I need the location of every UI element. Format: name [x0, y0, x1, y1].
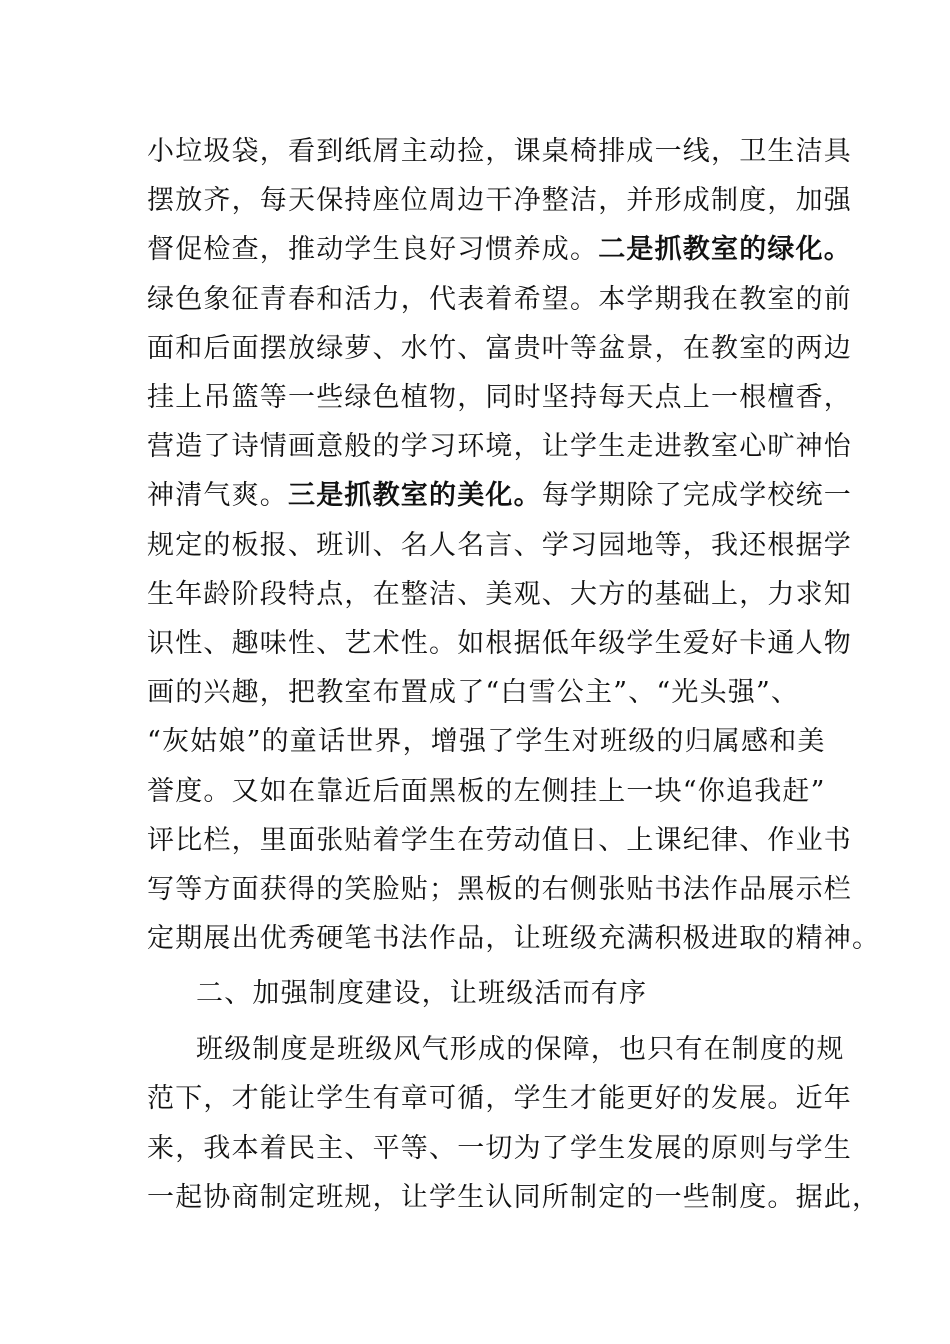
paragraph-line [147, 673, 799, 713]
text-run: 定期展出优秀硬笔书法作品，让班级充满积极进取的精神。 [147, 923, 881, 954]
text-run: 每学期除了完成学校统一 [541, 480, 853, 511]
text-run: 绿色象征青春和活力，代表着希望。本学期我在教室的前 [147, 284, 852, 315]
text-run: 生年龄阶段特点，在整洁、美观、大方的基础上，力求知 [147, 579, 852, 610]
section-heading: 二、加强制度建设，让班级活而有序 [196, 978, 648, 1009]
text-run: 挂上吊篮等一些绿色植物，同时坚持每天点上一根檀香， [147, 382, 852, 413]
text-run: 识性、趣味性、艺术性。如根据低年级学生爱好卡通人物 [147, 628, 852, 659]
paragraph-line: 范下，才能让学生有章可循，学生才能更好的发展。近年 [147, 1083, 852, 1114]
text-run: 誉度。又如在靠近后面黑板的左侧挂上一块“你追我赶” [147, 776, 826, 807]
paragraph-line [147, 476, 852, 516]
text-run: 画的兴趣，把教室布置成了“白雪公主”、“光头强”、 [147, 677, 800, 708]
bold-run: 二是抓教室的绿化。 [598, 234, 853, 265]
paragraph-line [147, 772, 826, 812]
paragraph-line [147, 230, 852, 270]
paragraph-line [147, 624, 852, 664]
paragraph-line: 来，我本着民主、平等、一切为了学生发展的原则与学生 [147, 1133, 852, 1164]
text-run: 神清气爽。 [147, 480, 288, 511]
text-run: 摆放齐，每天保持座位周边干净整洁，并形成制度，加强 [147, 185, 852, 216]
paragraph-line [147, 870, 852, 910]
paragraph-line [147, 378, 852, 418]
paragraph-line [147, 575, 852, 615]
paragraph-line [147, 280, 852, 320]
paragraph-line [147, 329, 852, 369]
paragraph-line: 一起协商制定班规，让学生认同所制定的一些制度。据此， [147, 1182, 881, 1213]
paragraph-line: 班级制度是班级风气形成的保障，也只有在制度的规 [196, 1034, 845, 1065]
paragraph-line [147, 722, 826, 762]
paragraph-line [147, 181, 852, 221]
text-run: 督促检查，推动学生良好习惯养成。 [147, 234, 599, 265]
text-run: 小垃圾袋，看到纸屑主动捡，课桌椅排成一线，卫生洁具 [147, 136, 852, 167]
paragraph-line [147, 919, 880, 959]
text-run: “灰姑娘”的童话世界，增强了学生对班级的归属感和美 [147, 726, 826, 757]
text-run: 评比栏，里面张贴着学生在劳动值日、上课纪律、作业书 [147, 825, 852, 856]
paragraph-line [147, 132, 852, 172]
text-run: 营造了诗情画意般的学习环境，让学生走进教室心旷神怡 [147, 431, 852, 462]
text-run: 写等方面获得的笑脸贴；黑板的右侧张贴书法作品展示栏 [147, 874, 852, 905]
paragraph-line [147, 526, 852, 566]
paragraph-line [147, 821, 852, 861]
text-run: 规定的板报、班训、名人名言、学习园地等，我还根据学 [147, 530, 852, 561]
bold-run: 三是抓教室的美化。 [288, 480, 542, 511]
text-run: 面和后面摆放绿萝、水竹、富贵叶等盆景，在教室的两边 [147, 333, 852, 364]
paragraph-line [147, 427, 852, 467]
